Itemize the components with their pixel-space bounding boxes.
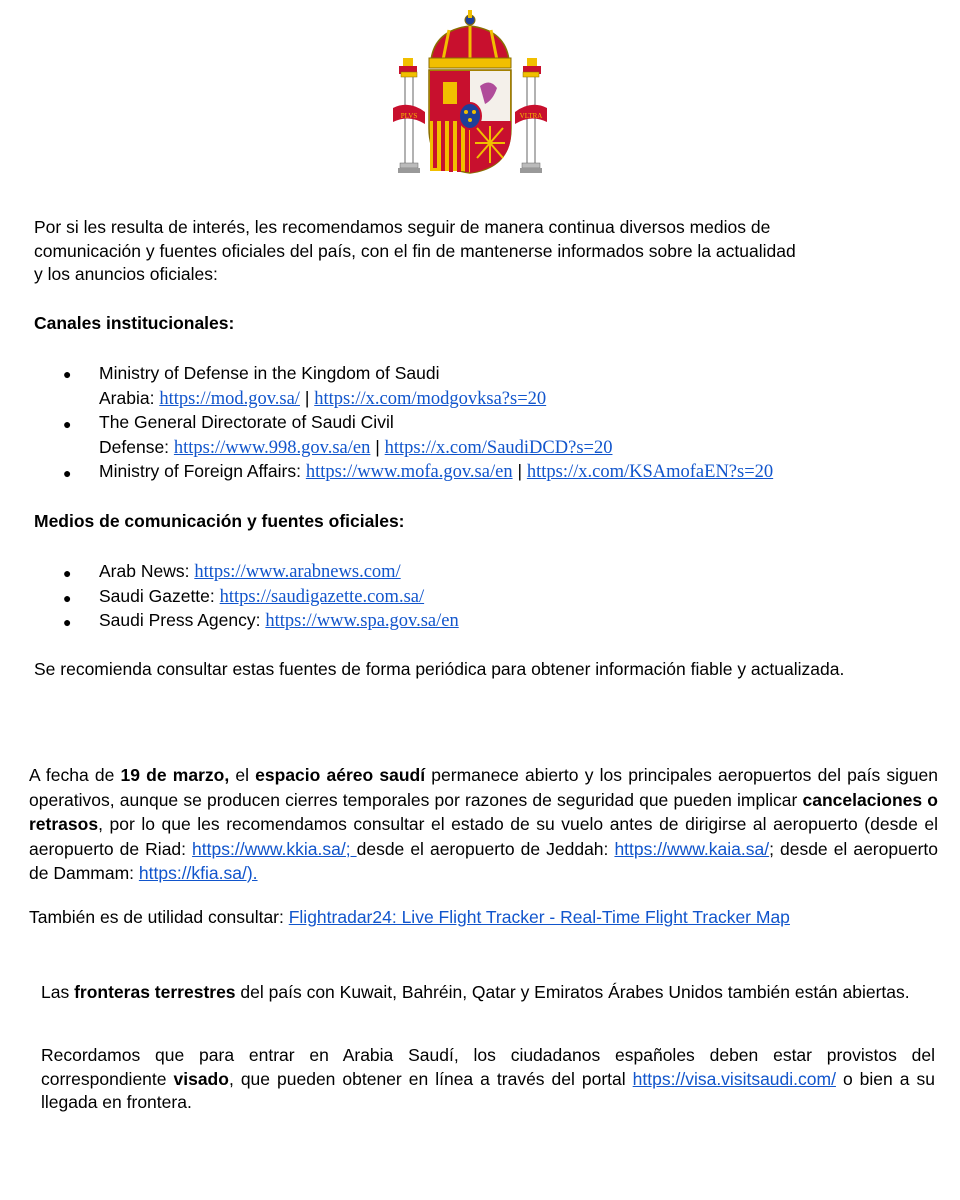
text: A fecha de bbox=[29, 765, 121, 785]
text: , que pueden obtener en línea a través del portal bbox=[228, 1068, 633, 1089]
right-pillar-icon bbox=[515, 58, 547, 173]
visitsaudi-link[interactable]: https://visa.visitsaudi.com/ bbox=[632, 1068, 836, 1089]
mod-x-link[interactable]: https://x.com/modgovksa?s=20 bbox=[314, 389, 547, 409]
list-item-label: Saudi Press Agency: bbox=[99, 610, 266, 630]
mofa-link[interactable]: https://www.mofa.gov.sa/en bbox=[305, 462, 513, 482]
bullet-icon: ● bbox=[63, 366, 72, 382]
list-item bbox=[99, 459, 773, 485]
separator: | bbox=[370, 437, 385, 457]
mod-link[interactable]: https://mod.gov.sa/ bbox=[159, 389, 300, 409]
text: Las bbox=[41, 982, 75, 1002]
intro-line: comunicación y fuentes oficiales del país, con el fin de mantenerse informados sobre la actualidad bbox=[34, 240, 796, 261]
list-item-text: Ministry of Defense in the Kingdom of Saudi bbox=[99, 363, 440, 383]
intro-paragraph bbox=[34, 216, 934, 287]
civil-defense-x-link[interactable]: https://x.com/SaudiDCD?s=20 bbox=[384, 438, 613, 458]
shield-icon bbox=[429, 70, 511, 173]
list-item-label: Defense: bbox=[99, 437, 174, 457]
arabnews-link[interactable]: https://www.arabnews.com/ bbox=[194, 562, 401, 582]
bullet-icon: ● bbox=[63, 416, 72, 432]
bullet-icon: ● bbox=[63, 590, 72, 606]
list-item bbox=[99, 559, 401, 585]
svg-text:PLVS: PLVS bbox=[400, 112, 418, 120]
text: También es de utilidad consultar: bbox=[29, 907, 289, 927]
separator: | bbox=[299, 388, 315, 408]
separator: | bbox=[512, 461, 527, 481]
intro-line: Por si les resulta de interés, les recomendamos seguir de manera continua diversos medios de bbox=[34, 217, 771, 237]
borders-paragraph bbox=[41, 981, 933, 1005]
list-item bbox=[99, 361, 546, 412]
list-item bbox=[99, 608, 459, 634]
mofa-x-link[interactable]: https://x.com/KSAmofaEN?s=20 bbox=[526, 462, 774, 482]
saudigazette-link[interactable]: https://saudigazette.com.sa/ bbox=[219, 587, 425, 607]
institutional-heading: Canales institucionales: bbox=[34, 313, 235, 333]
spa-link[interactable]: https://www.spa.gov.sa/en bbox=[265, 611, 459, 631]
kkia-link[interactable]: https://www.kkia.sa/; bbox=[192, 838, 357, 859]
text: , por lo que les recomendamos consultar el estado de su vuelo antes de dirigirse al aeropuerto (desde el aeropuerto de Riad: bbox=[29, 814, 938, 859]
royal-crown-icon bbox=[429, 10, 511, 68]
list-item-label: Arab News: bbox=[99, 561, 195, 581]
list-item bbox=[99, 410, 612, 461]
airspace-bold: espacio aéreo saudí bbox=[255, 765, 426, 785]
flightradar-link[interactable]: Flightradar24: Live Flight Tracker - Real-Time Flight Tracker Map bbox=[288, 907, 790, 927]
visa-bold: visado bbox=[173, 1068, 229, 1089]
kaia-link[interactable]: https://www.kaia.sa/ bbox=[614, 838, 770, 859]
text: permanece abierto y los principales aeropuertos del país siguen operativos, aunque se producen cierres temporales por razones de seguridad que pueden implicar bbox=[29, 765, 938, 810]
left-pillar-icon bbox=[393, 58, 425, 173]
list-item bbox=[99, 584, 424, 610]
text: ; desde el aeropuerto de Dammam: bbox=[29, 838, 938, 883]
civil-defense-link[interactable]: https://www.998.gov.sa/en bbox=[173, 438, 371, 458]
bullet-icon: ● bbox=[63, 465, 72, 481]
text: Recordamos que para entrar en Arabia Saudí, los ciudadanos españoles deben estar provistos del correspondiente bbox=[41, 1045, 935, 1089]
media-heading: Medios de comunicación y fuentes oficiales: bbox=[34, 511, 405, 531]
text: el bbox=[229, 765, 256, 785]
list-item-text: The General Directorate of Saudi Civil bbox=[99, 412, 394, 432]
airspace-paragraph bbox=[29, 763, 938, 886]
date-bold: 19 de marzo, bbox=[120, 765, 230, 785]
intro-line: y los anuncios oficiales: bbox=[34, 264, 218, 284]
svg-text:VLTRA: VLTRA bbox=[519, 112, 543, 120]
list-item-label: Arabia: bbox=[99, 388, 160, 408]
text: desde el aeropuerto de Jeddah: bbox=[356, 838, 615, 859]
list-item-label: Saudi Gazette: bbox=[99, 586, 220, 606]
cancellations-bold: cancelaciones o retrasos bbox=[29, 789, 938, 834]
recommend-paragraph: Se recomienda consultar estas fuentes de forma periódica para obtener información fiable y actualizada. bbox=[34, 659, 845, 679]
bullet-icon: ● bbox=[63, 614, 72, 630]
list-item-label: Ministry of Foreign Affairs: bbox=[99, 461, 306, 481]
visa-paragraph bbox=[41, 1044, 935, 1115]
text: del país con Kuwait, Bahréin, Qatar y Emiratos Árabes Unidos también están abiertas. bbox=[235, 982, 910, 1002]
kfia-link[interactable]: https://kfia.sa/). bbox=[138, 863, 258, 883]
bullet-icon: ● bbox=[63, 565, 72, 581]
borders-bold: fronteras terrestres bbox=[74, 982, 236, 1002]
text: o bien a su llegada en frontera. bbox=[41, 1068, 935, 1112]
flightradar-paragraph bbox=[29, 906, 790, 930]
coat-of-arms-logo bbox=[385, 8, 555, 183]
